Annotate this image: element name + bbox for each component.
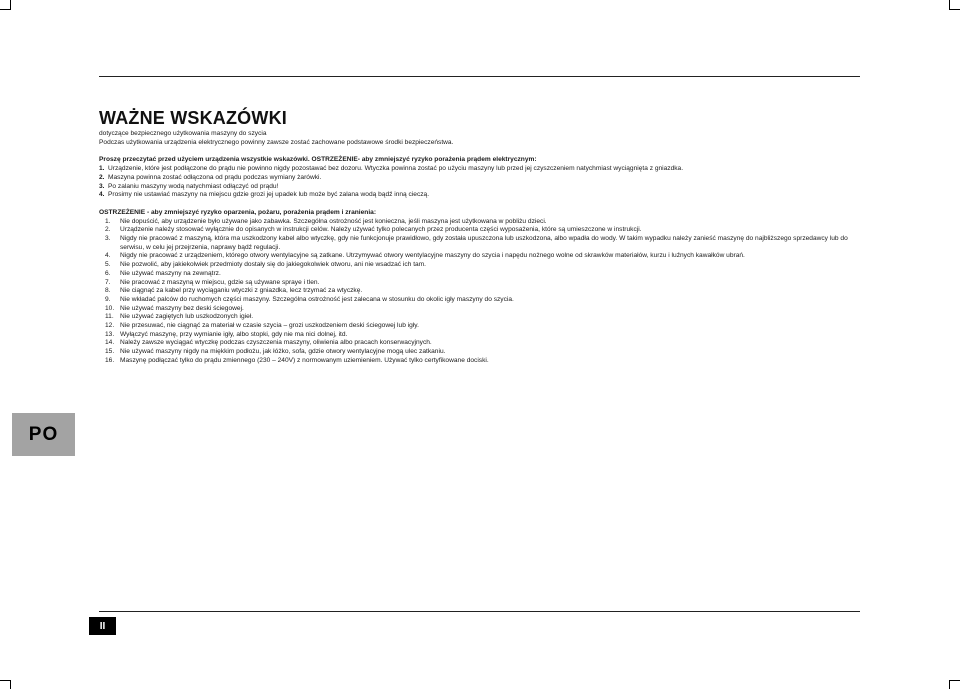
language-tab bbox=[12, 413, 75, 456]
item-number: 1. bbox=[99, 165, 105, 173]
item-text: Nie używać maszyny bez deski ściegowej. bbox=[120, 304, 244, 312]
item-text: Należy zawsze wyciągać wtyczkę podczas czyszczenia maszyny, oliwienia albo pracach konserwacyjnych. bbox=[120, 339, 432, 347]
item-text: Nie wkładać palców do ruchomych części maszyny. Szczególna ostrożność jest zalecana w stosunku do okolic igły maszyny do szycia. bbox=[120, 295, 514, 303]
document-subtitle: dotyczące bezpiecznego użytkowania maszyny do szycia bbox=[99, 130, 267, 137]
item-text: Nie ciągnąć za kabel przy wyciąganiu wtyczki z gniazdka, lecz trzymać za wtyczkę. bbox=[120, 287, 363, 295]
list-item bbox=[105, 357, 865, 366]
list-item bbox=[105, 339, 865, 348]
item-number: 3. bbox=[99, 182, 105, 190]
item-number: 14. bbox=[105, 339, 115, 347]
language-tab-label: PO bbox=[28, 423, 59, 445]
list-item bbox=[99, 165, 865, 174]
document-intro: Podczas użytkowania urządzenia elektrycznego powinny zawsze zostać zachowane podstawowe środki bezpieczeństwa. bbox=[99, 138, 454, 146]
item-number: 4. bbox=[99, 191, 105, 199]
list-item bbox=[105, 296, 865, 305]
item-number: 8. bbox=[105, 287, 111, 295]
list-item bbox=[105, 270, 865, 279]
item-number: 2. bbox=[105, 226, 111, 234]
item-text: Nie pozwolić, aby jakiekolwiek przedmioty dostały się do jakiegokolwiek otworu, ani nie wsadzać ich tam. bbox=[120, 261, 427, 269]
list-item bbox=[105, 331, 865, 340]
list-item bbox=[105, 348, 865, 357]
list-item bbox=[99, 174, 865, 183]
item-number: 9. bbox=[105, 295, 111, 303]
item-text: Wyłączyć maszynę, przy wymianie igły, albo stopki, gdy nie ma nici dolnej, itd. bbox=[120, 330, 348, 338]
list-item bbox=[105, 226, 865, 235]
item-text: Maszyna powinna zostać odłączona od prądu podczas wymiany żarówki. bbox=[108, 173, 322, 181]
page-number: II bbox=[99, 620, 106, 632]
crop-mark-bottom-right-h bbox=[949, 680, 960, 681]
list-item bbox=[105, 313, 865, 322]
crop-mark-top-left-v bbox=[10, 0, 11, 9]
crop-mark-bottom-left-h bbox=[0, 680, 11, 681]
item-text: Maszynę podłączać tylko do prądu zmiennego (230 – 240V) z normowanym uziemieniem. Używać tylko certyfikowane dociski. bbox=[120, 356, 489, 364]
page-number-badge bbox=[89, 617, 116, 635]
item-text: Nigdy nie pracować z maszyną, która ma uszkodzony kabel albo wtyczkę, gdy nie funkcjonuje prawidłowo, gdy została upuszczona lub uszkodzona, albo wpadła do wody. W takim wypadku należy zanieść maszynę do najbliższego sprzedawcy lub do serwisu, w celu jej przejrzenia, naprawy bądź regulacji. bbox=[120, 235, 848, 251]
item-text: Prosimy nie ustawiać maszyny na miejscu gdzie grozi jej upadek lub może być zalana wodą bądź inną cieczą. bbox=[108, 191, 430, 199]
list-item bbox=[105, 287, 865, 296]
item-number: 7. bbox=[105, 278, 111, 286]
item-number: 11. bbox=[105, 313, 114, 321]
list-item bbox=[105, 218, 865, 227]
list-item bbox=[99, 191, 865, 200]
crop-mark-top-right-h bbox=[949, 9, 960, 10]
list-item bbox=[105, 261, 865, 270]
crop-mark-top-right-v bbox=[949, 0, 950, 9]
item-number: 10. bbox=[105, 304, 115, 312]
item-text: Po zalaniu maszyny wodą natychmiast odłączyć od prądu! bbox=[108, 182, 279, 190]
item-number: 12. bbox=[105, 322, 115, 330]
item-text: Nie używać maszyny na zewnątrz. bbox=[120, 269, 221, 277]
item-text: Nie dopuścić, aby urządzenie było używane jako zabawka. Szczególna ostrożność jest konieczna, jeśli maszyna jest użytkowana w pobliżu dzieci. bbox=[120, 217, 547, 225]
list-item bbox=[105, 279, 865, 288]
document-title: WAŻNE WSKAZÓWKI bbox=[99, 108, 287, 128]
crop-mark-top-left-h bbox=[0, 9, 11, 10]
item-number: 3. bbox=[105, 235, 111, 243]
section2-list bbox=[99, 218, 865, 366]
item-number: 5. bbox=[105, 261, 111, 269]
item-text: Nie pracować z maszyną w miejscu, gdzie są używane spraye i tlen. bbox=[120, 278, 320, 286]
list-item bbox=[105, 305, 865, 314]
item-number: 16. bbox=[105, 356, 115, 364]
item-number: 13. bbox=[105, 330, 115, 338]
document-body bbox=[99, 108, 865, 366]
item-text: Nie używać zagiętych lub uszkodzonych igieł. bbox=[120, 313, 254, 321]
list-item bbox=[105, 252, 865, 261]
item-number: 2. bbox=[99, 173, 105, 181]
item-text: Nie używać maszyny nigdy na miękkim podłożu, jak łóżko, sofa, gdzie otwory wentylacyjne mogą ulec zatkaniu. bbox=[120, 348, 446, 356]
list-item bbox=[105, 322, 865, 331]
header-rule bbox=[99, 76, 860, 77]
crop-mark-bottom-left-v bbox=[10, 680, 11, 689]
section1-heading: Proszę przeczytać przed użyciem urządzenia wszystkie wskazówki. OSTRZEŻENIE- aby zmniejszyć ryzyko porażenia prądem elektrycznym: bbox=[99, 156, 537, 164]
item-number: 4. bbox=[105, 252, 111, 260]
item-number: 1. bbox=[105, 217, 111, 225]
item-text: Urządzenie należy stosować wyłącznie do opisanych w instrukcji celów. Należy używać tylko polecanych przez producenta części wyposażenia, które są umieszczone w instrukcji. bbox=[120, 226, 642, 234]
list-item bbox=[99, 183, 865, 192]
crop-mark-bottom-right-v bbox=[949, 680, 950, 689]
item-text: Nie przesuwać, nie ciągnąć za materiał w czasie szycia – grozi uszkodzeniem deski ściegowej lub igły. bbox=[120, 322, 419, 330]
section2-heading: OSTRZEŻENIE - aby zmniejszyć ryzyko oparzenia, pożaru, porażenia prądem i zranienia: bbox=[99, 208, 377, 216]
item-number: 6. bbox=[105, 269, 111, 277]
section1-list bbox=[99, 165, 865, 200]
item-number: 15. bbox=[105, 348, 115, 356]
list-item bbox=[105, 235, 865, 252]
item-text: Urządzenie, które jest podłączone do prądu nie powinno nigdy pozostawać bez dozoru. Wtyczka powinna zostać po użyciu maszyny lub przed jej czyszczeniem natychmiast wyciągnięta z gniazdka. bbox=[108, 165, 684, 173]
footer-rule bbox=[99, 611, 860, 612]
item-text: Nigdy nie pracować z urządzeniem, którego otwory wentylacyjne są zatkane. Utrzymywać otwory wentylacyjne maszyny do szycia i napędu nożnego wolne od skrawków materiałów, kurzu i luźnych kawałków ubrań. bbox=[120, 252, 745, 260]
